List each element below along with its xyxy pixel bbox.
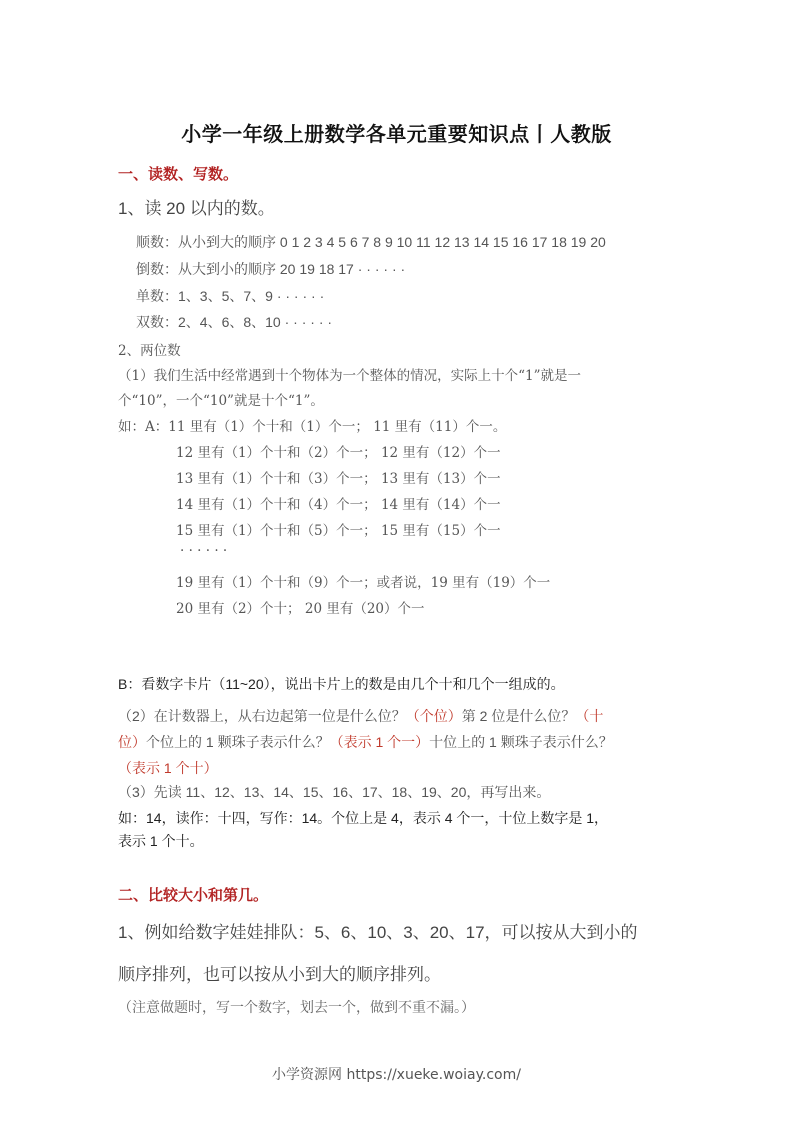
section1-item1: 1、读 20 以内的数。 (118, 199, 275, 218)
q3: （3）先读 11、12、13、14、15、16、17、18、19、20，再写出来。 (118, 784, 551, 800)
example-row: 13 里有（1）个十和（3）个一； 13 里有（13）个一 (176, 471, 501, 487)
q2-line3: （表示 1 个十） (118, 760, 218, 776)
answer-one-unit: （表示 1 个一） (329, 734, 430, 750)
section1-heading: 一、读数、写数。 (118, 165, 239, 183)
example-row: 12 里有（1）个十和（2）个一； 12 里有（12）个一 (176, 445, 501, 461)
section2-item1-line1: 1、例如给数字娃娃排队：5、6、10、3、20、17，可以按从大到小的 (118, 923, 638, 942)
q2-text: 个位上的 1 颗珠子表示什么？ (146, 734, 330, 750)
example-row: 20 里有（2）个十； 20 里有（20）个一 (176, 601, 425, 617)
example-row: 15 里有（1）个十和（5）个一； 15 里有（15）个一 (176, 523, 501, 539)
section2-heading: 二、比较大小和第几。 (118, 886, 269, 904)
q2-text: （2）在计数器上，从右边起第一位是什么位？ (118, 708, 406, 724)
list-item-descending: 倒数：从大到小的顺序 20 19 18 17 · · · · · · (136, 261, 406, 277)
example-row: 14 里有（1）个十和（4）个一； 14 里有（14）个一 (176, 497, 501, 513)
example-c-line2: 表示 1 个十。 (118, 833, 204, 849)
list-item-even: 双数：2、4、6、8、10 · · · · · · (136, 314, 333, 330)
para1-line2: 个“10”，一个“10”就是十个“1”。 (118, 393, 324, 409)
q2-text: 十位上的 1 颗珠子表示什么？ (429, 734, 613, 750)
para1-line1: （1）我们生活中经常遇到十个物体为一个整体的情况，实际上十个“1”就是一 (118, 368, 581, 384)
answer-tens-place: （十 (575, 708, 604, 724)
example-a: 如：A：11 里有（1）个十和（1）个一； 11 里有（11）个一。 (118, 419, 507, 435)
page-title: 小学一年级上册数学各单元重要知识点丨人教版 (181, 122, 612, 146)
section1-item2: 2、两位数 (118, 343, 181, 359)
q2-line1 (118, 706, 603, 726)
example-c-line1: 如：14，读作：十四，写作：14。个位上是 4，表示 4 个一，十位上数字是 1， (118, 810, 609, 826)
list-item-ascending: 顺数：从小到大的顺序 0 1 2 3 4 5 6 7 8 9 10 11 12 13 14 15 16 17 18 19 20 (136, 234, 606, 250)
answer-tens-place-cont: 位） (118, 734, 146, 750)
answer-ones-place: （个位） (405, 708, 462, 724)
section2-note: （注意做题时，写一个数字，划去一个，做到不重不漏。） (118, 999, 475, 1015)
section2-item1-line2: 顺序排列，也可以按从小到大的顺序排列。 (118, 965, 441, 984)
example-b: B：看数字卡片（11~20），说出卡片上的数是由几个十和几个一组成的。 (118, 676, 565, 692)
footer-watermark: 小学资源网 https://xueke.woiay.com/ (272, 1067, 521, 1083)
ellipsis-dots: · · · · · · (180, 543, 228, 559)
list-item-odd: 单数：1、3、5、7、9 · · · · · · (136, 288, 325, 304)
q2-text: 第 2 位是什么位？ (461, 708, 576, 724)
q2-line2 (118, 732, 613, 752)
example-row: 19 里有（1）个十和（9）个一；或者说，19 里有（19）个一 (176, 575, 551, 591)
